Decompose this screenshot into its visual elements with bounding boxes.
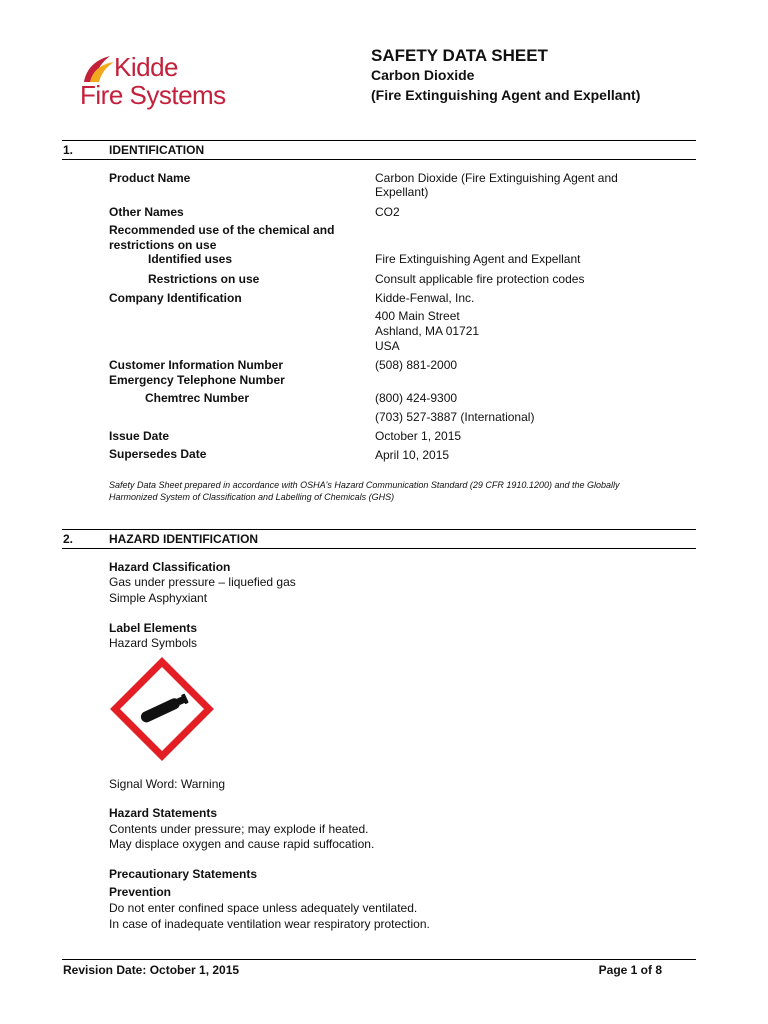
supersedes-label: Supersedes Date — [109, 447, 207, 461]
customer-info-label: Customer Information Number — [109, 358, 284, 372]
footer-divider — [62, 959, 696, 960]
issue-date-label: Issue Date — [109, 429, 170, 443]
logo-text-kidde: Kidde — [114, 52, 178, 82]
section-title: IDENTIFICATION — [109, 143, 205, 157]
emergency-label: Emergency Telephone Number — [109, 373, 285, 387]
ghs-note: Safety Data Sheet prepared in accordance with OSHA's Hazard Communication Standard (29 CFR 1910.1200) and the Globally — [109, 480, 620, 490]
logo-text-fire-systems: Fire Systems — [80, 80, 226, 110]
ghs-note-cont: Harmonized System of Classification and Labelling of Chemicals (GHS) — [109, 492, 395, 502]
hazard-class-item: Simple Asphyxiant — [109, 591, 208, 605]
recommended-use-label: Recommended use of the chemical and — [109, 223, 335, 237]
other-names-value: CO2 — [375, 205, 400, 219]
section-divider — [62, 140, 696, 141]
company-label: Company Identification — [109, 291, 242, 305]
issue-date-value: October 1, 2015 — [375, 429, 462, 443]
section-number: 1. — [63, 143, 74, 157]
section-divider — [62, 548, 696, 549]
other-names-label: Other Names — [109, 205, 184, 219]
product-subtitle: (Fire Extinguishing Agent and Expellant) — [371, 87, 641, 103]
prevention-statement: In case of inadequate ventilation wear respiratory protection. — [109, 917, 430, 931]
page-number: Page 1 of 8 — [598, 963, 662, 977]
document-title: SAFETY DATA SHEET — [371, 46, 548, 65]
recommended-use-label-cont: restrictions on use — [109, 238, 217, 252]
company-country: USA — [375, 339, 400, 353]
chemtrec-international: (703) 527-3887 (International) — [375, 410, 535, 424]
product-name-value: Carbon Dioxide (Fire Extinguishing Agent and — [375, 171, 618, 185]
hazard-classification-heading: Hazard Classification — [109, 560, 231, 574]
restrictions-value: Consult applicable fire protection codes — [375, 272, 585, 286]
supersedes-value: April 10, 2015 — [375, 448, 450, 462]
section-divider — [62, 159, 696, 160]
gas-cylinder-icon — [109, 656, 215, 762]
customer-info-value: (508) 881-2000 — [375, 358, 458, 372]
product-name-label: Product Name — [109, 171, 191, 185]
section-title: HAZARD IDENTIFICATION — [109, 532, 259, 546]
company-street: 400 Main Street — [375, 309, 460, 323]
prevention-heading: Prevention — [109, 885, 172, 899]
company-city: Ashland, MA 01721 — [375, 324, 480, 338]
hazard-symbols-label: Hazard Symbols — [109, 636, 198, 650]
product-name-value-cont: Expellant) — [375, 185, 429, 199]
hazard-statements-heading: Hazard Statements — [109, 806, 218, 820]
revision-date: Revision Date: October 1, 2015 — [63, 963, 240, 977]
chemtrec-value: (800) 424-9300 — [375, 391, 458, 405]
restrictions-label: Restrictions on use — [148, 272, 260, 286]
product-title: Carbon Dioxide — [371, 67, 475, 83]
hazard-class-item: Gas under pressure – liquefied gas — [109, 575, 296, 589]
identified-uses-label: Identified uses — [148, 252, 233, 266]
signal-word: Signal Word: Warning — [109, 777, 226, 791]
precautionary-heading: Precautionary Statements — [109, 867, 258, 881]
company-name: Kidde-Fenwal, Inc. — [375, 291, 475, 305]
label-elements-heading: Label Elements — [109, 621, 198, 635]
hazard-statement: Contents under pressure; may explode if heated. — [109, 822, 369, 836]
chemtrec-label: Chemtrec Number — [145, 391, 250, 405]
section-number: 2. — [63, 532, 74, 546]
hazard-statement: May displace oxygen and cause rapid suffocation. — [109, 837, 375, 851]
identified-uses-value: Fire Extinguishing Agent and Expellant — [375, 252, 581, 266]
section-divider — [62, 529, 696, 530]
kidde-logo — [80, 50, 260, 112]
prevention-statement: Do not enter confined space unless adequately ventilated. — [109, 901, 418, 915]
